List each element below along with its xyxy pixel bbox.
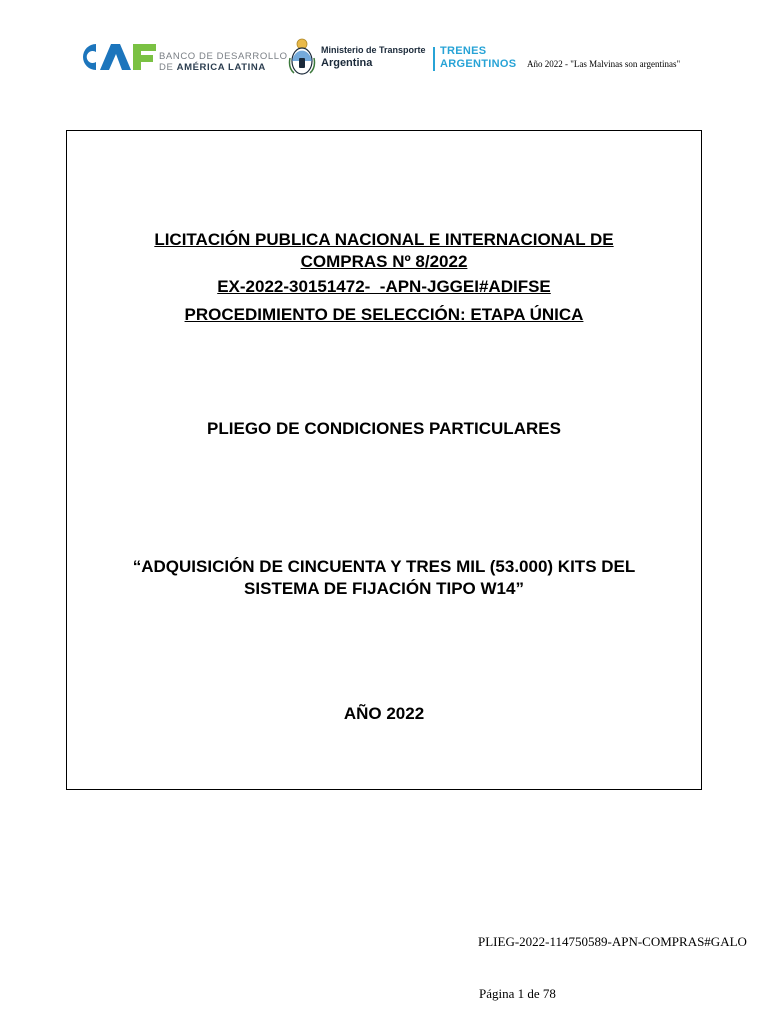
trenes-divider xyxy=(433,47,435,71)
caf-name xyxy=(159,51,288,73)
procurement-object-line2: SISTEMA DE FIJACIÓN TIPO W14” xyxy=(244,579,524,598)
caf-name-line2-prefix: DE xyxy=(159,62,177,73)
document-code: PLIEG-2022-114750589-APN-COMPRAS#GALO xyxy=(478,934,747,949)
document-header xyxy=(0,0,770,100)
tender-title xyxy=(67,229,701,273)
expediente-number: EX-2022-30151472- -APN-JGGEI#ADIFSE xyxy=(217,277,551,296)
document-subtitle: PLIEGO DE CONDICIONES PARTICULARES xyxy=(207,419,561,438)
tender-title-line2: COMPRAS Nº 8/2022 xyxy=(300,252,468,271)
caf-name-line1: BANCO DE DESARROLLO xyxy=(159,51,288,62)
argentina-coat-of-arms-icon xyxy=(288,38,316,76)
ministerio-name xyxy=(321,44,426,70)
page-number: Página 1 de 78 xyxy=(479,986,556,1001)
year-tagline: Año 2022 - "Las Malvinas son argentinas" xyxy=(527,59,681,69)
procurement-object xyxy=(67,556,701,600)
trenes-argentinos-logo xyxy=(440,45,516,71)
procurement-object-line1: “ADQUISICIÓN DE CINCUENTA Y TRES MIL (53.000) KITS DEL xyxy=(132,557,636,576)
ministerio-name-line1: Ministerio de Transporte xyxy=(321,45,426,55)
tender-title-line1: LICITACIÓN PUBLICA NACIONAL E INTERNACIONAL DE xyxy=(154,230,614,249)
caf-logo xyxy=(78,40,158,74)
ministerio-name-line2: Argentina xyxy=(321,57,373,69)
trenes-logo-line2: ARGENTINOS xyxy=(440,58,517,70)
document-year: AÑO 2022 xyxy=(343,704,425,723)
procedure-type: PROCEDIMIENTO DE SELECCIÓN: ETAPA ÚNICA xyxy=(184,305,584,324)
cover-title-box xyxy=(66,130,702,790)
caf-name-line2: AMÉRICA LATINA xyxy=(176,62,266,73)
trenes-logo-line1: TRENES xyxy=(440,45,487,57)
